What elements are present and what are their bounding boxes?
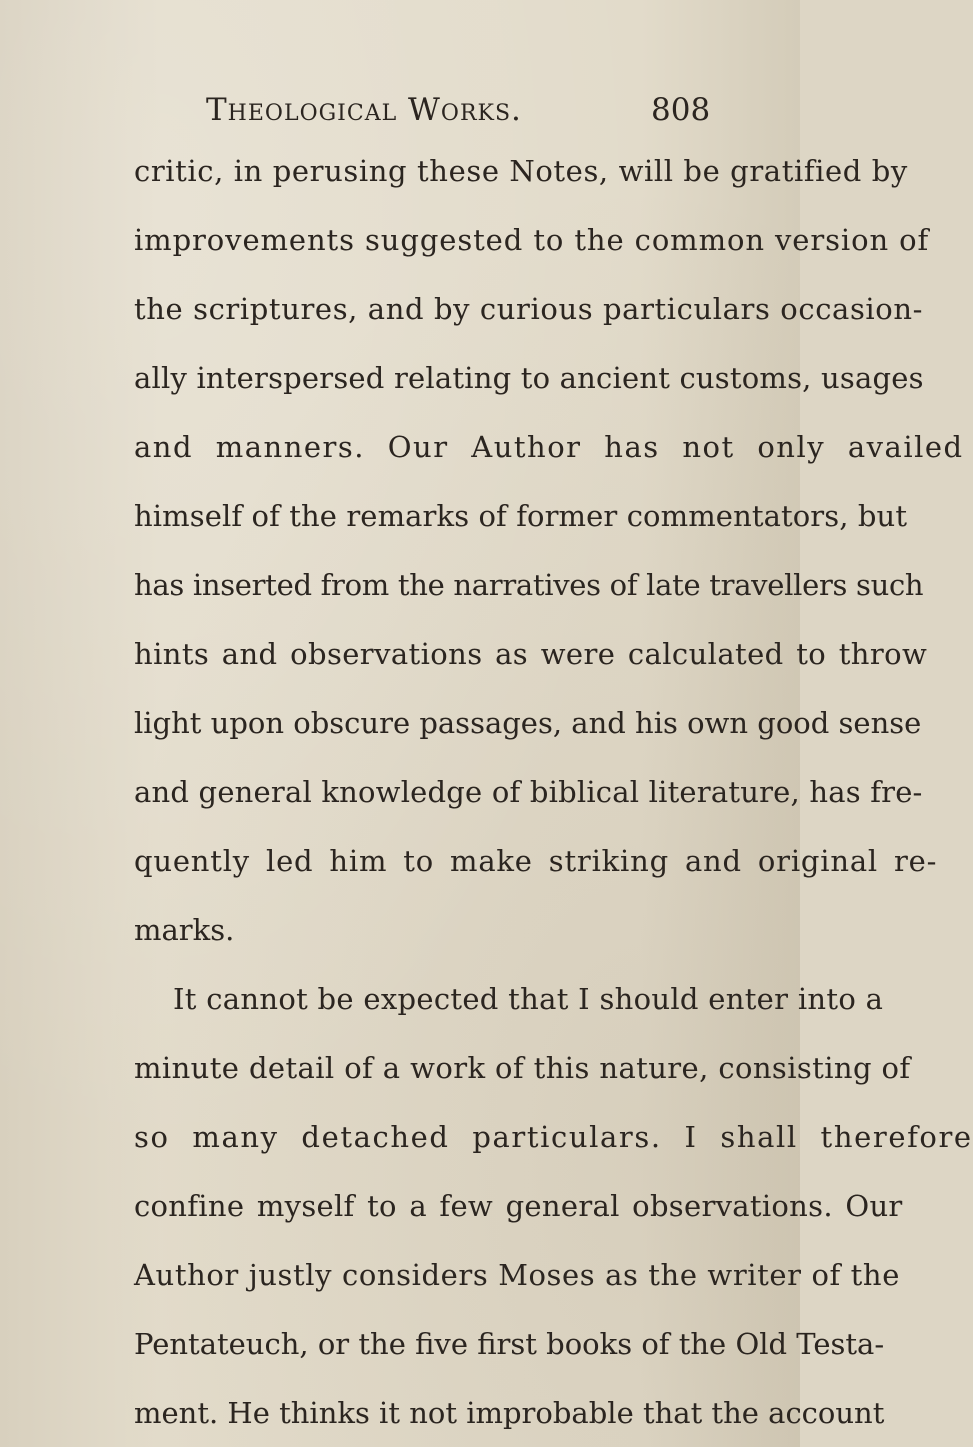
running-title: Theological Works. xyxy=(206,92,522,128)
text-line-16: confine myself to a few general observations. Our xyxy=(134,1189,903,1223)
text-line-6: himself of the remarks of former commentators, but xyxy=(134,499,908,533)
text-line-18: Pentateuch, or the five first books of the Old Testa- xyxy=(134,1327,885,1361)
text-line-17: Author justly considers Moses as the writer of the xyxy=(134,1258,900,1292)
text-line-5: and manners. Our Author has not only availed xyxy=(134,430,964,464)
text-line-2: improvements suggested to the common version of xyxy=(134,223,930,257)
text-line-1: critic, in perusing these Notes, will be gratified by xyxy=(134,154,908,188)
text-line-4: ally interspersed relating to ancient customs, usages xyxy=(134,361,924,395)
page-number: 808 xyxy=(651,92,711,128)
text-line-13: It cannot be expected that I should enter into a xyxy=(173,982,884,1016)
text-line-9: light upon obscure passages, and his own good sense xyxy=(134,706,922,740)
text-line-14: minute detail of a work of this nature, consisting of xyxy=(134,1051,911,1085)
text-line-7: has inserted from the narratives of late travellers such xyxy=(134,568,924,602)
text-line-10: and general knowledge of biblical literature, has fre- xyxy=(134,775,923,809)
text-line-3: the scriptures, and by curious particulars occasion- xyxy=(134,292,924,326)
text-line-11: quently led him to make striking and original re- xyxy=(134,844,938,878)
text-line-8: hints and observations as were calculated to throw xyxy=(134,637,928,671)
text-line-12: marks. xyxy=(134,913,235,947)
text-line-15: so many detached particulars. I shall therefore xyxy=(134,1120,973,1154)
running-head xyxy=(0,92,800,132)
text-line-19: ment. He thinks it not improbable that the account xyxy=(134,1396,885,1430)
